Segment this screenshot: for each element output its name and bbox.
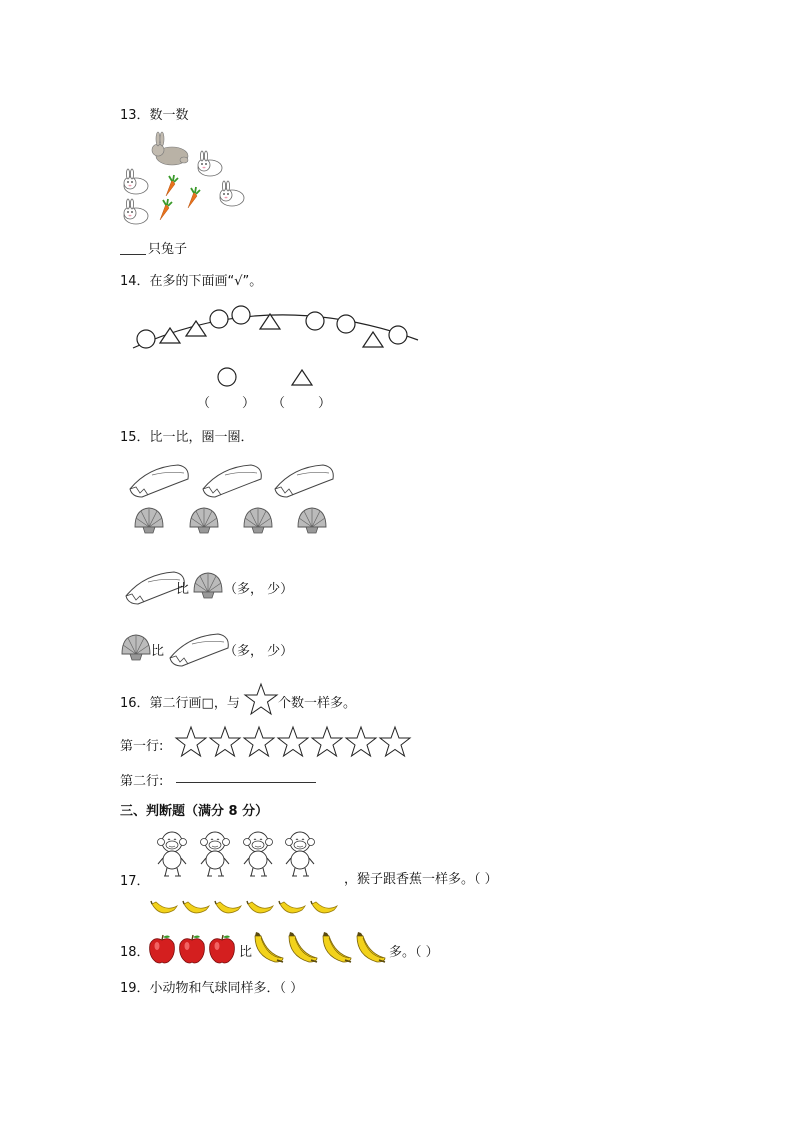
q17-number: 17． (120, 874, 150, 889)
monkey-icon (158, 832, 187, 876)
conch-shell-icon (203, 465, 261, 497)
section3-title: 三、判断题（满分 8 分） (120, 804, 269, 819)
circle-shape (337, 315, 355, 333)
q17-text[interactable]: ，猴子跟香蕉一样多。（ ） (344, 872, 498, 887)
q13-title: 13．数一数 (120, 108, 189, 123)
star-icon (244, 727, 274, 756)
q15-shells-figure (126, 460, 346, 546)
banana-icon (323, 932, 351, 962)
banana-icon (279, 901, 305, 913)
apple-icon (180, 935, 205, 963)
q18-apples-figure (148, 932, 240, 964)
q15-bi-1: 比 (176, 582, 190, 597)
banana-icon (151, 901, 177, 913)
scallop-shell-icon (118, 632, 154, 664)
triangle-shape (363, 332, 383, 347)
rabbit-icon (124, 199, 148, 224)
q13-blank-suffix: 只兔子 (148, 242, 188, 257)
q16-title-a: 16．第二行画□，与 (120, 696, 240, 711)
triangle-shape (186, 321, 206, 336)
scallop-shell-icon (190, 570, 226, 602)
triangle-shape (260, 314, 280, 329)
circle-shape (137, 330, 155, 348)
carrot-icon (188, 187, 200, 208)
q17-monkeys-figure (154, 828, 329, 880)
circle-shape (306, 312, 324, 330)
rabbit-icon (124, 169, 148, 194)
q15-title: 15．比一比，圈一圈． (120, 430, 254, 445)
q14-paren-left-2: （ (272, 396, 286, 411)
q14-paren-left-1: （ (197, 396, 211, 411)
circle-shape (218, 368, 236, 386)
scallop-shell-icon (298, 508, 326, 533)
rabbit-icon (198, 151, 222, 176)
star-icon (346, 727, 376, 756)
conch-shell-icon (130, 465, 188, 497)
banana-icon (183, 901, 209, 913)
q18-bi: 比 (239, 945, 253, 960)
q16-stars-row (175, 726, 420, 758)
q13-rabbits-carrots (118, 132, 258, 232)
carrot-icon (166, 175, 178, 196)
star-icon (380, 727, 410, 756)
q19-title[interactable]: 19．小动物和气球同样多．（ ） (120, 981, 304, 996)
banana-icon (215, 901, 241, 913)
q15-options-1[interactable]: （多， 少） (224, 582, 294, 597)
q14-title: 14．在多的下面画“√”。 (120, 274, 263, 289)
circle-shape (210, 310, 228, 328)
scallop-shell-icon (190, 508, 218, 533)
triangle-shape (292, 370, 312, 385)
monkey-icon (286, 832, 315, 876)
star-icon (244, 683, 278, 715)
banana-icon (289, 932, 317, 962)
banana-icon (357, 932, 385, 962)
star-icon (210, 727, 240, 756)
banana-icon (247, 901, 273, 913)
q14-paren-right-2: ） (318, 396, 332, 411)
conch-shell-icon (275, 465, 333, 497)
apple-icon (210, 935, 235, 963)
monkey-icon (244, 832, 273, 876)
rabbit-icon (220, 181, 244, 206)
banana-icon (255, 932, 283, 962)
star-icon (176, 727, 206, 756)
monkey-icon (201, 832, 230, 876)
q18-text[interactable]: 多。（ ） (389, 945, 439, 960)
q18-bananas-figure (253, 930, 389, 966)
q16-row2-answer-line[interactable] (176, 782, 316, 783)
star-icon (312, 727, 342, 756)
q13-answer-blank[interactable] (120, 254, 146, 255)
scallop-shell-icon (135, 508, 163, 533)
banana-icon (311, 901, 337, 913)
star-icon (278, 727, 308, 756)
scallop-shell-icon (244, 508, 272, 533)
circle-shape (389, 326, 407, 344)
circle-shape (232, 306, 250, 324)
q14-paren-right-1: ） (242, 396, 256, 411)
q16-title-b: 个数一样多。 (278, 696, 357, 711)
q16-row1-label: 第一行: (120, 739, 164, 754)
q17-bananas-figure (148, 894, 343, 922)
q16-row2-label: 第二行: (120, 774, 164, 789)
q18-number: 18． (120, 945, 150, 960)
q15-bi-2: 比 (151, 644, 165, 659)
apple-icon (150, 935, 175, 963)
q15-options-2[interactable]: （多， 少） (224, 644, 294, 659)
carrot-icon (160, 199, 172, 220)
conch-shell-icon (168, 632, 232, 668)
